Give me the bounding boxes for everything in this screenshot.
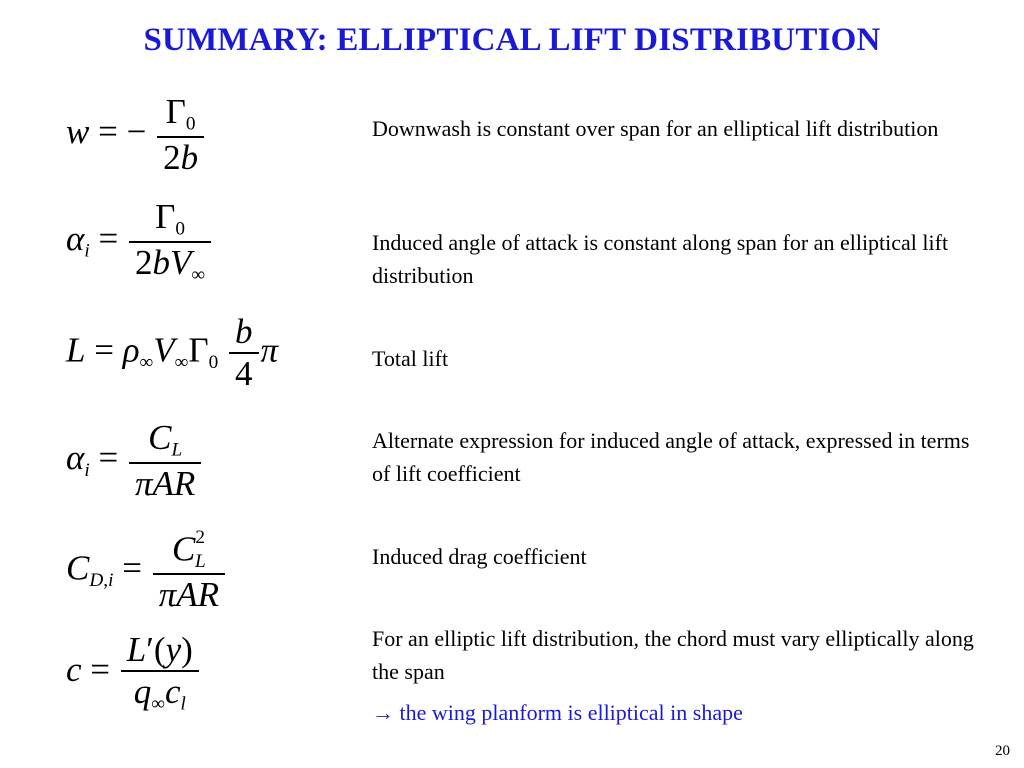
page-number: 20 [995,743,1010,759]
description-total-lift: Total lift [372,346,449,371]
description-induced-drag: Induced drag coefficient [372,544,587,569]
equation-induced-drag: $C_{D,i}$ = $\frac{C^2_L}{\text{πAR}}$ [66,527,227,615]
description-induced-angle-cl: Alternate expression for induced angle of attack, expressed in terms of lift coefficient [372,428,970,486]
equation-induced-angle-cl: $\alpha_i$ = $\frac{C_L}{\text{πAR}}$ [66,418,203,504]
description-downwash: Downwash is constant over span for an elliptical lift distribution [372,116,939,141]
slide-title: SUMMARY: ELLIPTICAL LIFT DISTRIBUTION [143,22,881,58]
planform-note: → the wing planform is elliptical in shape [372,700,743,725]
description-chord-text: For an elliptic lift distribution, the chord must vary elliptically along the span [372,626,974,684]
equation-total-lift: $L = \rho_\infty V_\infty\Gamma_0$ $\frac{b}{4}$ π [66,312,279,394]
description-induced-angle: Induced angle of attack is constant along span for an elliptical lift distribution [372,230,949,288]
equation-induced-angle: $\alpha_i$ = $\frac{\Gamma_0}{2bV_\infty}$ [66,197,213,287]
description-chord [372,622,982,729]
equation-downwash: w = − $\frac{\Gamma_0}{2b}$ [66,92,206,178]
equation-chord: c = $\frac{L'(y)}{q_\infty c_l}$ [66,630,201,716]
